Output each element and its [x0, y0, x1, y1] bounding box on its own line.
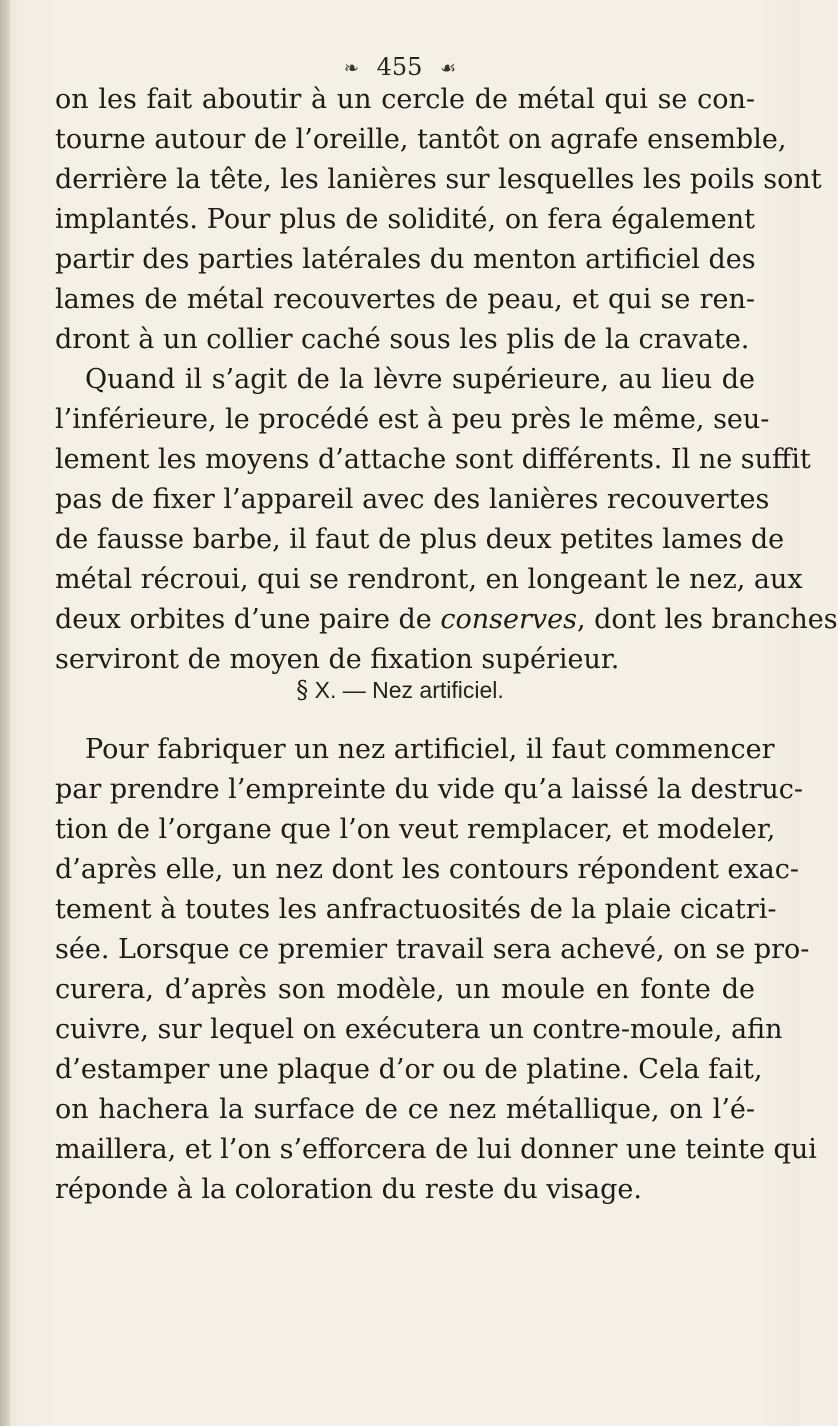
text-line-with-italic — [55, 600, 838, 640]
text-line: partir des parties latérales du menton artificiel des — [55, 244, 756, 275]
text-line: on les fait aboutir à un cercle de métal qui se con- — [55, 84, 755, 115]
ornament-left-icon: ❧ — [343, 57, 359, 79]
text-block-bottom — [55, 730, 817, 1210]
section-heading — [0, 670, 800, 710]
text-line: de fausse barbe, il faut de plus deux petites lames de — [55, 524, 785, 555]
text-line: lames de métal recouvertes de peau, et qui se ren- — [55, 284, 755, 315]
text-line: Quand il s’agit de la lèvre supérieure, au lieu de — [85, 364, 755, 395]
text-line: derrière la tête, les lanières sur lesquelles les poils sont — [55, 164, 822, 195]
text-line: cuivre, sur lequel on exécutera un contre-moule, afin — [55, 1014, 783, 1045]
text-line: tion de l’organe que l’on veut remplacer, et modeler, — [55, 814, 776, 845]
text-line: d’estamper une plaque d’or ou de platine. Cela fait, — [55, 1054, 763, 1085]
text-segment: deux orbites d’une paire de — [55, 604, 432, 635]
page-header — [0, 52, 800, 82]
section-symbol: § — [296, 676, 309, 704]
italic-word: conserves — [440, 604, 577, 635]
text-line: dront à un collier caché sous les plis de la cravate. — [55, 324, 750, 355]
text-line: sée. Lorsque ce premier travail sera achevé, on se pro- — [55, 934, 810, 965]
text-line: métal récroui, qui se rendront, en longeant le nez, aux — [55, 564, 803, 595]
text-line: Pour fabriquer un nez artificiel, il faut commencer — [85, 734, 775, 765]
text-line: d’après elle, un nez dont les contours répondent exac- — [55, 854, 799, 885]
text-line: par prendre l’empreinte du vide qu’a laissé la destruc- — [55, 774, 803, 805]
text-segment: , dont les branches — [576, 604, 838, 635]
section-label: X. — Nez artificiel. — [314, 677, 504, 703]
text-line: l’inférieure, le procédé est à peu près le même, seu- — [55, 404, 770, 435]
text-line: pas de fixer l’appareil avec des lanières recouvertes — [55, 484, 770, 515]
text-line: implantés. Pour plus de solidité, on fera également — [55, 204, 755, 235]
text-line: on hachera la surface de ce nez métallique, on l’é- — [55, 1094, 755, 1125]
text-block-top — [55, 80, 838, 680]
text-line: tement à toutes les anfractuosités de la plaie cicatri- — [55, 894, 777, 925]
text-line: serviront de moyen de fixation supérieur. — [55, 644, 620, 675]
text-line: réponde à la coloration du reste du visage. — [55, 1174, 642, 1205]
text-line: tourne autour de l’oreille, tantôt on agrafe ensemble, — [55, 124, 787, 155]
ornament-right-icon: ☙ — [440, 57, 457, 79]
text-line: lement les moyens d’attache sont différents. Il ne suffit — [55, 444, 811, 475]
text-line: maillera, et l’on s’efforcera de lui donner une teinte qui — [55, 1134, 817, 1165]
page-number: 455 — [376, 53, 423, 81]
page-gutter — [0, 0, 10, 1426]
text-line: curera, d’après son modèle, un moule en fonte de — [55, 974, 755, 1005]
